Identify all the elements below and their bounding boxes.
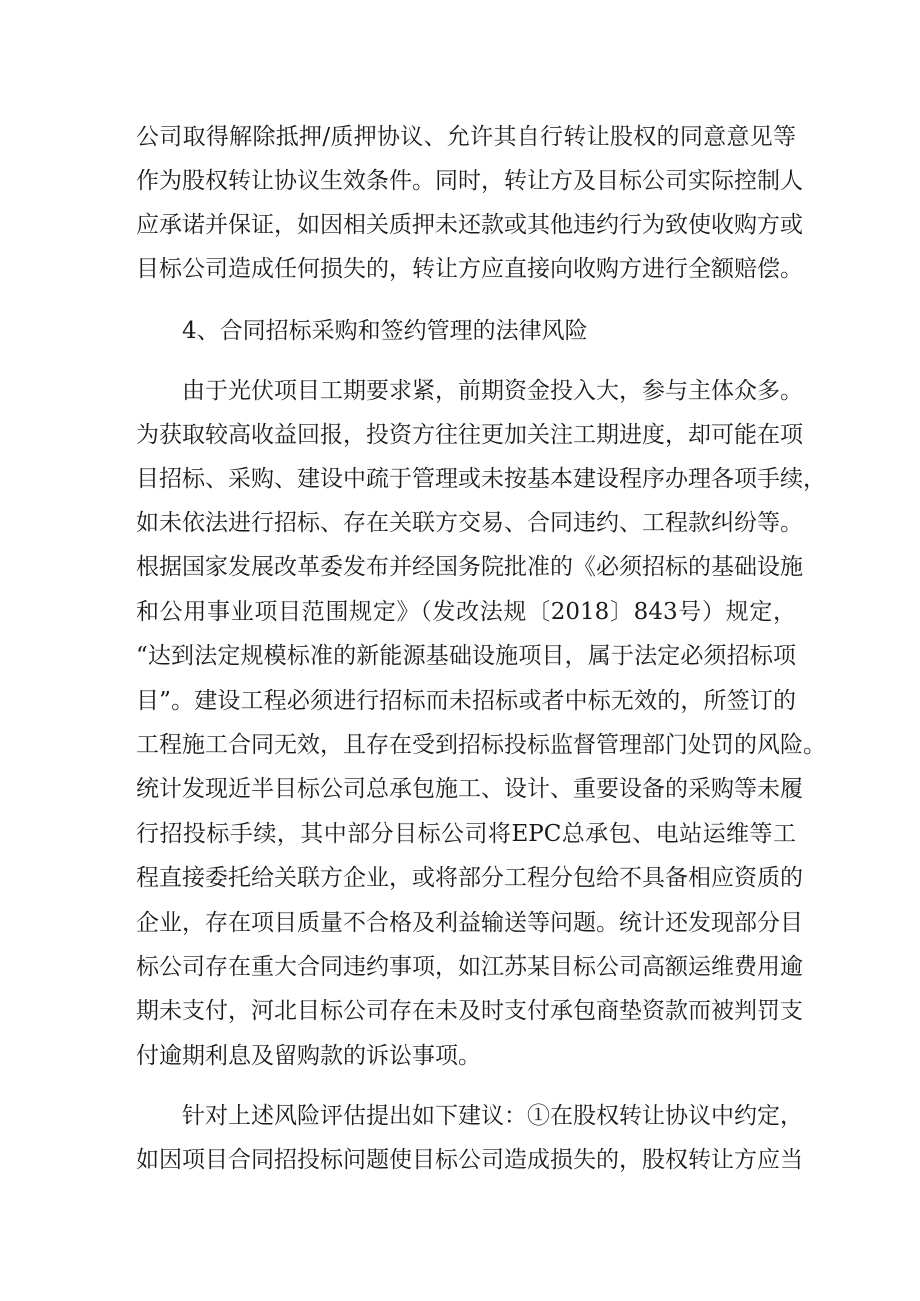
paragraph-line: 工程施工合同无效，且存在受到招标投标监督管理部门处罚的风险。: [136, 732, 826, 758]
paragraph-line: 针对上述风险评估提出如下建议：①在股权转让协议中约定，: [182, 1103, 803, 1129]
paragraph-line: 为获取较高收益回报，投资方往往更加关注工期进度，却可能在项: [136, 422, 803, 448]
paragraph-line: 企业，存在项目质量不合格及利益输送等问题。统计还发现部分目: [136, 910, 803, 936]
paragraph-line: 根据国家发展改革委发布并经国务院批准的《必须招标的基础设施: [136, 554, 803, 580]
paragraph-line: 期未支付，河北目标公司存在未及时支付承包商垫资款而被判罚支: [136, 998, 803, 1024]
paragraph-line: 付逾期利息及留购款的诉讼事项。: [136, 1043, 481, 1069]
paragraph-line: 目招标、采购、建设中疏于管理或未按基本建设程序办理各项手续，: [136, 466, 826, 492]
paragraph-line: 目标公司造成任何损失的，转让方应直接向收购方进行全额赔偿。: [136, 256, 803, 282]
paragraph-line: 如因项目合同招投标问题使目标公司造成损失的，股权转让方应当: [136, 1147, 803, 1173]
paragraph-line: 如未依法进行招标、存在关联方交易、合同违约、工程款纠纷等。: [136, 510, 803, 536]
paragraph-line: 行招投标手续，其中部分目标公司将EPC总承包、电站运维等工: [136, 821, 796, 847]
paragraph-line: “达到法定规模标准的新能源基础设施项目，属于法定必须招标项: [136, 643, 796, 669]
paragraph-line: 由于光伏项目工期要求紧，前期资金投入大，参与主体众多。: [182, 378, 803, 404]
paragraph-line: 目”。建设工程必须进行招标而未招标或者中标无效的，所签订的: [136, 688, 796, 714]
paragraph-line: 程直接委托给关联方企业，或将部分工程分包给不具备相应资质的: [136, 865, 803, 891]
section-heading: 4、合同招标采购和签约管理的法律风险: [182, 318, 588, 344]
paragraph-line: 统计发现近半目标公司总承包施工、设计、重要设备的采购等未履: [136, 776, 803, 802]
paragraph-line: 和公用事业项目范围规定》（发改法规〔2018〕843号）规定，: [136, 599, 796, 625]
paragraph-line: 标公司存在重大合同违约事项，如江苏某目标公司高额运维费用逾: [136, 954, 803, 980]
paragraph-line: 作为股权转让协议生效条件。同时，转让方及目标公司实际控制人: [136, 168, 803, 194]
paragraph-line: 应承诺并保证，如因相关质押未还款或其他违约行为致使收购方或: [136, 212, 803, 238]
paragraph-line: 公司取得解除抵押/质押协议、允许其自行转让股权的同意意见等: [136, 124, 796, 150]
